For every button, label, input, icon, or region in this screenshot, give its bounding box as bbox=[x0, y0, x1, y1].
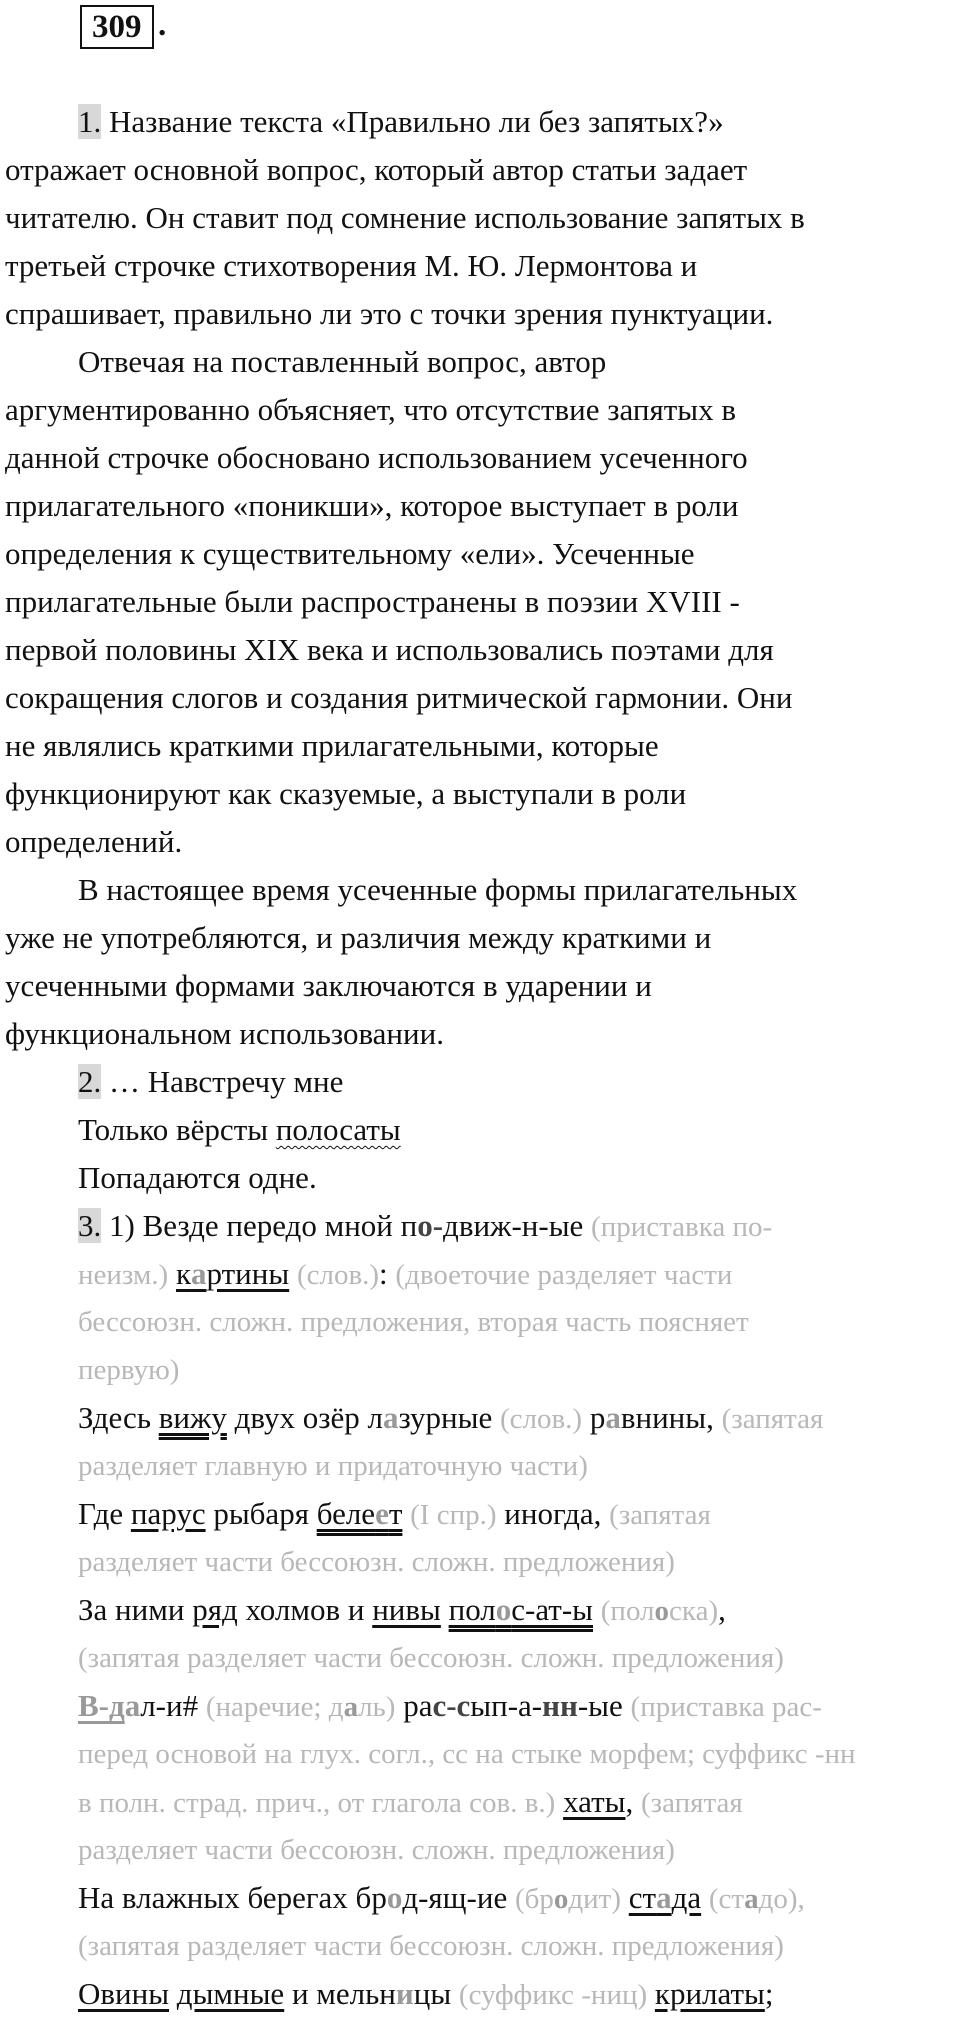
text-line: В-дал-и# (наречие; даль) рас-сып-а-нн-ые (приставка рас- bbox=[78, 1688, 822, 1723]
text-line: В настоящее время усеченные формы прилагательных bbox=[78, 872, 798, 907]
text-line: определения к существительному «ели». Усеченные bbox=[5, 536, 695, 571]
text-line: отражает основной вопрос, который автор статьи задает bbox=[5, 152, 748, 187]
item-marker-3: 3. bbox=[78, 1208, 102, 1243]
text-line: 3. 1) Везде передо мной по-движ-н-ые (приставка по- bbox=[78, 1208, 773, 1243]
text-line: усеченными формами заключаются в ударении и bbox=[5, 968, 652, 1003]
text-line: функционируют как сказуемые, а выступали в роли bbox=[5, 776, 687, 811]
text-line: 1. Название текста «Правильно ли без запятых?» bbox=[78, 104, 724, 139]
text-line: 2. … Навстречу мне bbox=[78, 1064, 344, 1099]
item-marker-2: 2. bbox=[78, 1064, 102, 1099]
text-line: Где парус рыбаря белеет (I спр.) иногда, (запятая bbox=[78, 1496, 711, 1531]
text-line: сокращения слогов и создания ритмической гармонии. Они bbox=[5, 680, 793, 715]
text-line: (запятая разделяет части бессоюзн. сложн. предложения) bbox=[78, 1642, 784, 1674]
text-line: неизм.) картины (слов.): (двоеточие разделяет части bbox=[78, 1256, 733, 1291]
text-line: первую) bbox=[78, 1354, 180, 1386]
text-line: не являлись краткими прилагательными, которые bbox=[5, 728, 659, 763]
text-line: в полн. страд. прич., от глагола сов. в.) хаты, (запятая bbox=[78, 1784, 743, 1819]
text-line: аргументированно объясняет, что отсутствие запятых в bbox=[5, 392, 736, 427]
text-line: третьей строчке стихотворения М. Ю. Лермонтова и bbox=[5, 248, 698, 283]
text-line: Отвечая на поставленный вопрос, автор bbox=[78, 344, 607, 379]
text-line: определений. bbox=[5, 824, 183, 859]
task-number-dot: . bbox=[158, 7, 167, 43]
text-line: читателю. Он ставит под сомнение использование запятых в bbox=[5, 200, 805, 235]
text-line: функциональном использовании. bbox=[5, 1016, 444, 1051]
text-line: прилагательного «поникши», которое выступает в роли bbox=[5, 488, 739, 523]
text-line: Овины дымные и мельницы (суффикс -ниц) крилаты; bbox=[78, 1976, 774, 2011]
text-line: разделяет части бессоюзн. сложн. предложения) bbox=[78, 1546, 675, 1578]
text-line: спрашивает, правильно ли это с точки зрения пунктуации. bbox=[5, 296, 774, 331]
text-line: перед основой на глух. согл., сс на стыке морфем; суффикс -нн bbox=[78, 1738, 856, 1770]
text-line: прилагательные были распространены в поэзии XVIII - bbox=[5, 584, 740, 619]
text-line: уже не употребляются, и различия между краткими и bbox=[5, 920, 712, 955]
text-line: разделяет главную и придаточную части) bbox=[78, 1450, 588, 1482]
text-line: бессоюзн. сложн. предложения, вторая часть поясняет bbox=[78, 1306, 749, 1338]
text-line: Здесь вижу двух озёр лазурные (слов.) равнины, (запятая bbox=[78, 1400, 824, 1435]
text-line: (запятая разделяет части бессоюзн. сложн. предложения) bbox=[78, 1930, 784, 1962]
text-line: разделяет части бессоюзн. сложн. предложения) bbox=[78, 1834, 675, 1866]
item-marker-1: 1. bbox=[78, 104, 102, 139]
text-line: Только вёрсты полосаты bbox=[78, 1112, 401, 1147]
text-line: На влажных берегах брод-ящ-ие (бродит) стада (стадо), bbox=[78, 1880, 805, 1915]
task-number: 309 bbox=[80, 5, 154, 49]
text-line: данной строчке обосновано использованием усеченного bbox=[5, 440, 748, 475]
text-line: За ними ряд холмов и нивы полос-ат-ы (полоска), bbox=[78, 1592, 726, 1627]
text-line: первой половины XIX века и использовались поэтами для bbox=[5, 632, 774, 667]
text-line: Попадаются одне. bbox=[78, 1160, 317, 1195]
